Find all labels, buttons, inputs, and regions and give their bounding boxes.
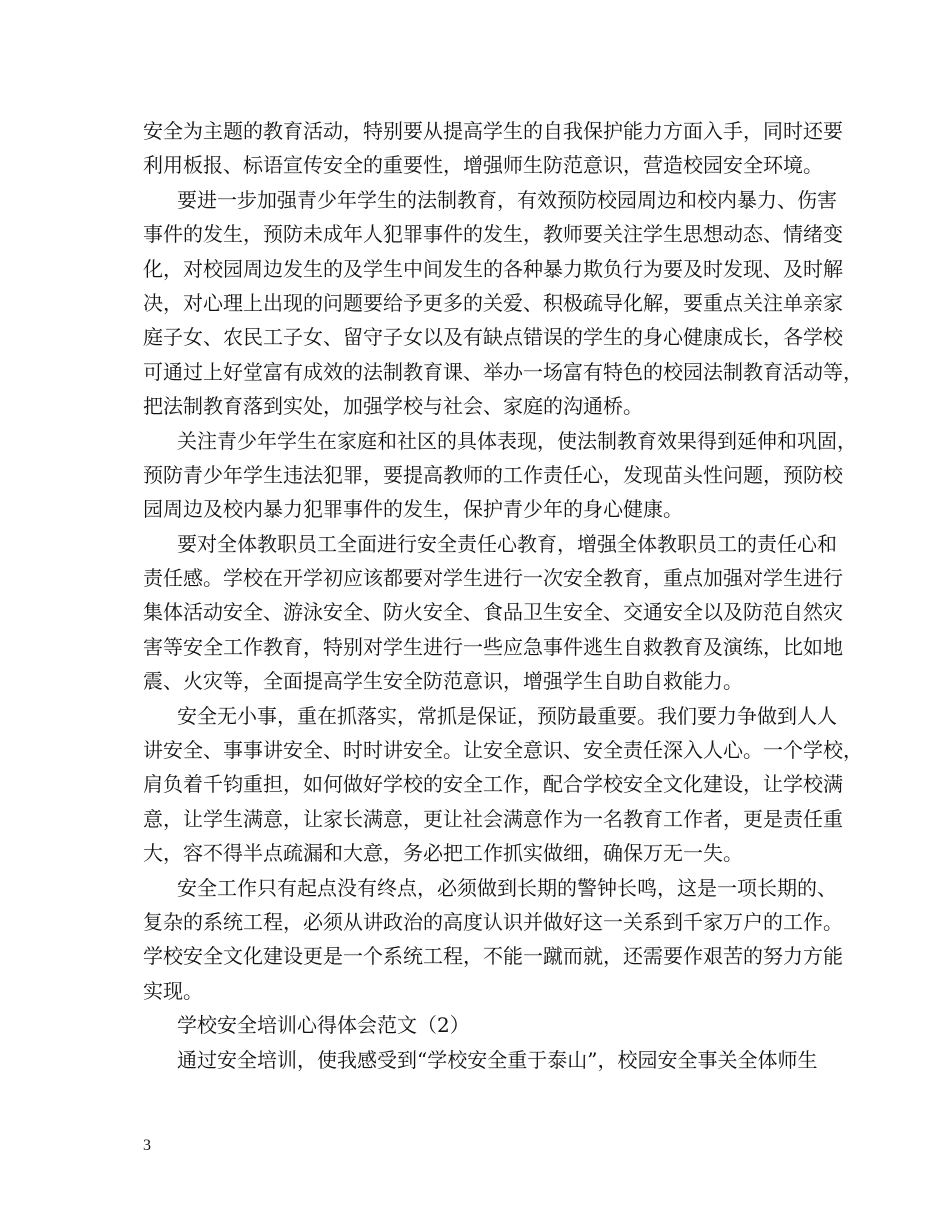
text-line: 责任感。学校在开学初应该都要对学生进行一次安全教育，重点加强对学生进行 [143,566,843,591]
text-line: 预防青少年学生违法犯罪，要提高教师的工作责任心，发现苗头性问题，预防校 [143,462,843,487]
text-line: 事件的发生，预防未成年人犯罪事件的发生，教师要关注学生思想动态、情绪变 [143,222,843,247]
text-line: 害等安全工作教育，特别对学生进行一些应急事件逃生自救教育及演练，比如地 [143,634,843,659]
paragraph-start-line: 要对全体教职员工全面进行安全责任心教育，增强全体教职员工的责任心和 [177,531,837,556]
text-line: 肩负着千钧重担，如何做好学校的安全工作，配合学校安全文化建设，让学校满 [143,772,843,797]
paragraph-start-line: 关注青少年学生在家庭和社区的具体表现，使法制教育效果得到延伸和巩固， [177,428,857,453]
page-number: 3 [143,1137,151,1154]
text-line: 化，对校园周边发生的及学生中间发生的各种暴力欺负行为要及时发现、及时解 [143,256,843,281]
text-line: 可通过上好堂富有成效的法制教育课、举办一场富有特色的校园法制教育活动等， [143,359,863,384]
text-line: 意，让学生满意，让家长满意，更让社会满意作为一名教育工作者，更是责任重 [143,806,843,831]
text-line: 复杂的系统工程，必须从讲政治的高度认识并做好这一关系到千家万户的工作。 [143,909,843,934]
paragraph-start-line: 通过安全培训，使我感受到“学校安全重于泰山”，校园安全事关全体师生 [177,1047,818,1072]
text-line: 震、火灾等，全面提高学生安全防范意识，增强学生自助自救能力。 [143,669,743,694]
paragraph-start-line: 要进一步加强青少年学生的法制教育，有效预防校园周边和校内暴力、伤害 [177,187,837,212]
text-line: 实现。 [143,978,203,1003]
text-line: 把法制教育落到实处，加强学校与社会、家庭的沟通桥。 [143,394,643,419]
text-line: 决，对心理上出现的问题要给予更多的关爱、积极疏导化解，要重点关注单亲家 [143,290,843,315]
text-line: 学校安全文化建设更是一个系统工程，不能一蹴而就，还需要作艰苦的努力方能 [143,944,843,969]
text-line: 讲安全、事事讲安全、时时讲安全。让安全意识、安全责任深入人心。一个学校， [143,738,863,763]
text-line: 安全为主题的教育活动，特别要从提高学生的自我保护能力方面入手，同时还要 [143,119,843,143]
paragraph-start-line: 安全工作只有起点没有终点，必须做到长期的警钟长鸣，这是一项长期的、 [177,875,837,900]
text-line: 园周边及校内暴力犯罪事件的发生，保护青少年的身心健康。 [143,497,683,522]
text-line: 集体活动安全、游泳安全、防火安全、食品卫生安全、交通安全以及防范自然灾 [143,600,843,625]
section-heading: 学校安全培训心得体会范文（2） [177,1013,470,1038]
text-line: 利用板报、标语宣传安全的重要性，增强师生防范意识，营造校园安全环境。 [143,153,823,178]
paragraph-start-line: 安全无小事，重在抓落实，常抓是保证，预防最重要。我们要力争做到人人 [177,703,837,728]
document-body [143,114,863,1077]
text-line: 庭子女、农民工子女、留守子女以及有缺点错误的学生的身心健康成长，各学校 [143,325,843,350]
text-line: 大，容不得半点疏漏和大意，务必把工作抓实做细，确保万无一失。 [143,841,743,866]
